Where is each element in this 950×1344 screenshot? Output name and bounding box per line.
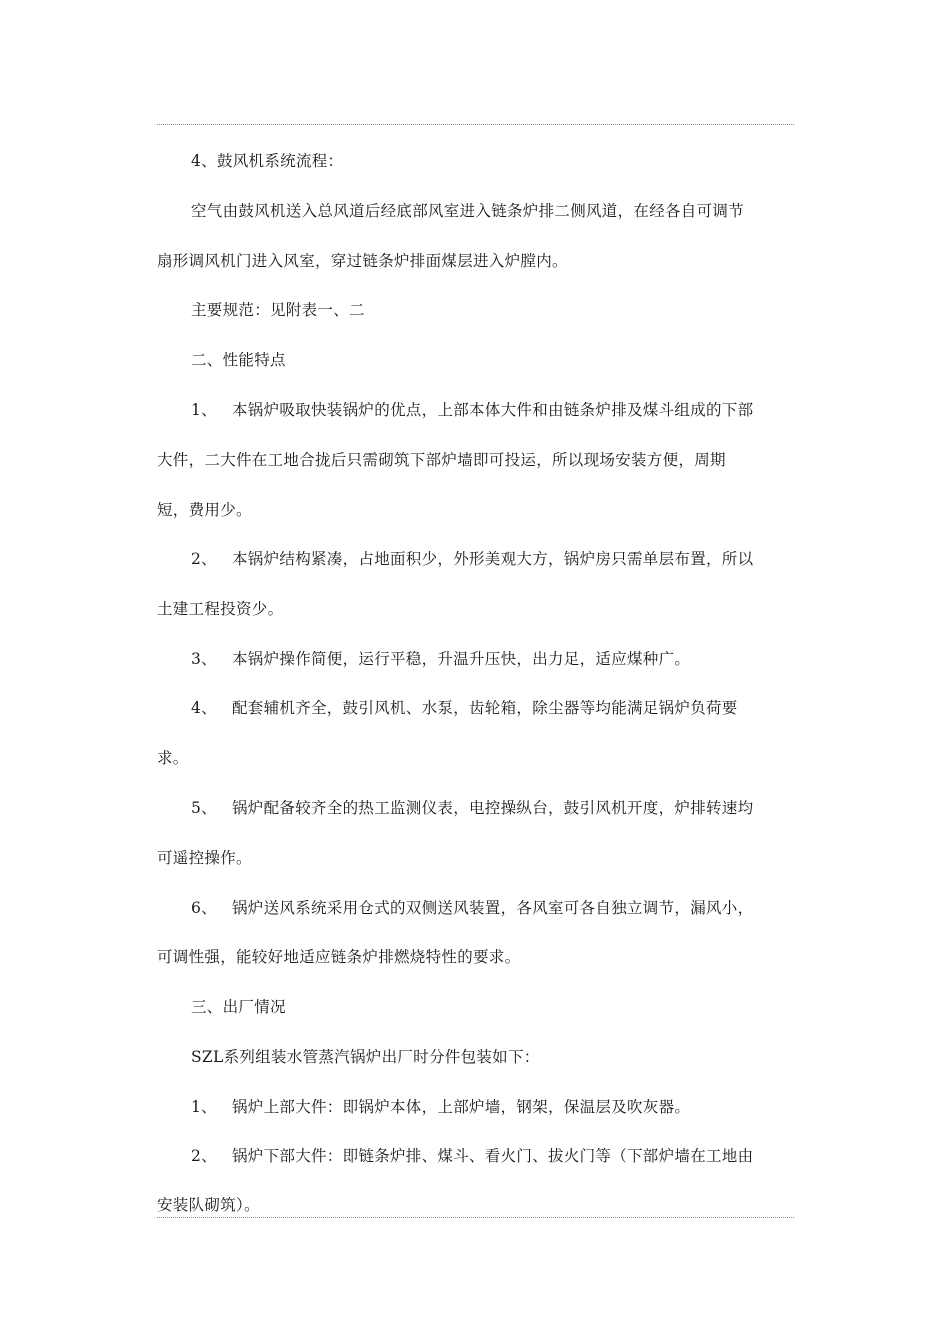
list-item [191,898,831,918]
paragraph-line: 求。 [157,749,189,767]
paragraph-line: 大件，二大件在工地合拢后只需砌筑下部炉墙即可投运，所以现场安装方便，周期 [157,451,726,469]
list-item [191,400,831,420]
section-heading-performance: 二、性能特点 [191,351,286,369]
list-text: 锅炉上部大件：即锅炉本体，上部炉墙，钢架，保温层及吹灰器。 [232,1098,691,1116]
list-number: 1、 [191,1098,217,1116]
paragraph-packaging: SZL系列组装水管蒸汽锅炉出厂时分件包装如下： [191,1048,540,1066]
list-text: 锅炉送风系统采用仓式的双侧送风装置，各风室可各自独立调节，漏风小， [232,899,754,917]
list-item [191,1097,831,1117]
list-text: 锅炉配备较齐全的热工监测仪表，电控操纵台，鼓引风机开度，炉排转速均 [232,799,754,817]
list-text: 本锅炉操作简便，运行平稳，升温升压快，出力足，适应煤种广。 [232,650,691,668]
paragraph-line: 安装队砌筑）。 [157,1196,260,1214]
paragraph-line: 空气由鼓风机送入总风道后经底部风室进入链条炉排二侧风道，在经各自可调节 [191,202,745,220]
paragraph-line: 短，费用少。 [157,501,252,519]
list-text: 本锅炉结构紧凑，占地面积少，外形美观大方，锅炉房只需单层布置，所以 [232,550,754,568]
list-number: 1、 [191,401,217,419]
list-item [191,1146,831,1166]
list-text: 本锅炉吸取快装锅炉的优点，上部本体大件和由链条炉排及煤斗组成的下部 [232,401,754,419]
header-divider [157,124,794,125]
list-text: 锅炉下部大件：即链条炉排、煤斗、看火门、拔火门等（下部炉墙在工地由 [232,1147,754,1165]
list-number: 5、 [191,799,217,817]
list-number: 2、 [191,1147,217,1165]
list-number: 4、 [191,699,217,717]
section-heading-factory: 三、出厂情况 [191,998,286,1016]
footer-divider [157,1217,794,1218]
list-item [191,649,831,669]
list-number: 2、 [191,550,217,568]
paragraph-specs: 主要规范：见附表一、二 [191,301,365,319]
paragraph-line: 土建工程投资少。 [157,600,284,618]
paragraph-line: 可遥控操作。 [157,849,252,867]
list-number: 6、 [191,899,217,917]
list-item [191,698,831,718]
list-number: 3、 [191,650,217,668]
paragraph-line: 扇形调风机门进入风室，穿过链条炉排面煤层进入炉膛内。 [157,252,568,270]
list-text: 配套辅机齐全，鼓引风机、水泵，齿轮箱，除尘器等均能满足锅炉负荷要 [232,699,738,717]
list-item [191,798,831,818]
paragraph-line: 可调性强，能较好地适应链条炉排燃烧特性的要求。 [157,948,521,966]
paragraph-fan-flow-heading: 4、鼓风机系统流程： [191,152,344,170]
list-item [191,549,831,569]
